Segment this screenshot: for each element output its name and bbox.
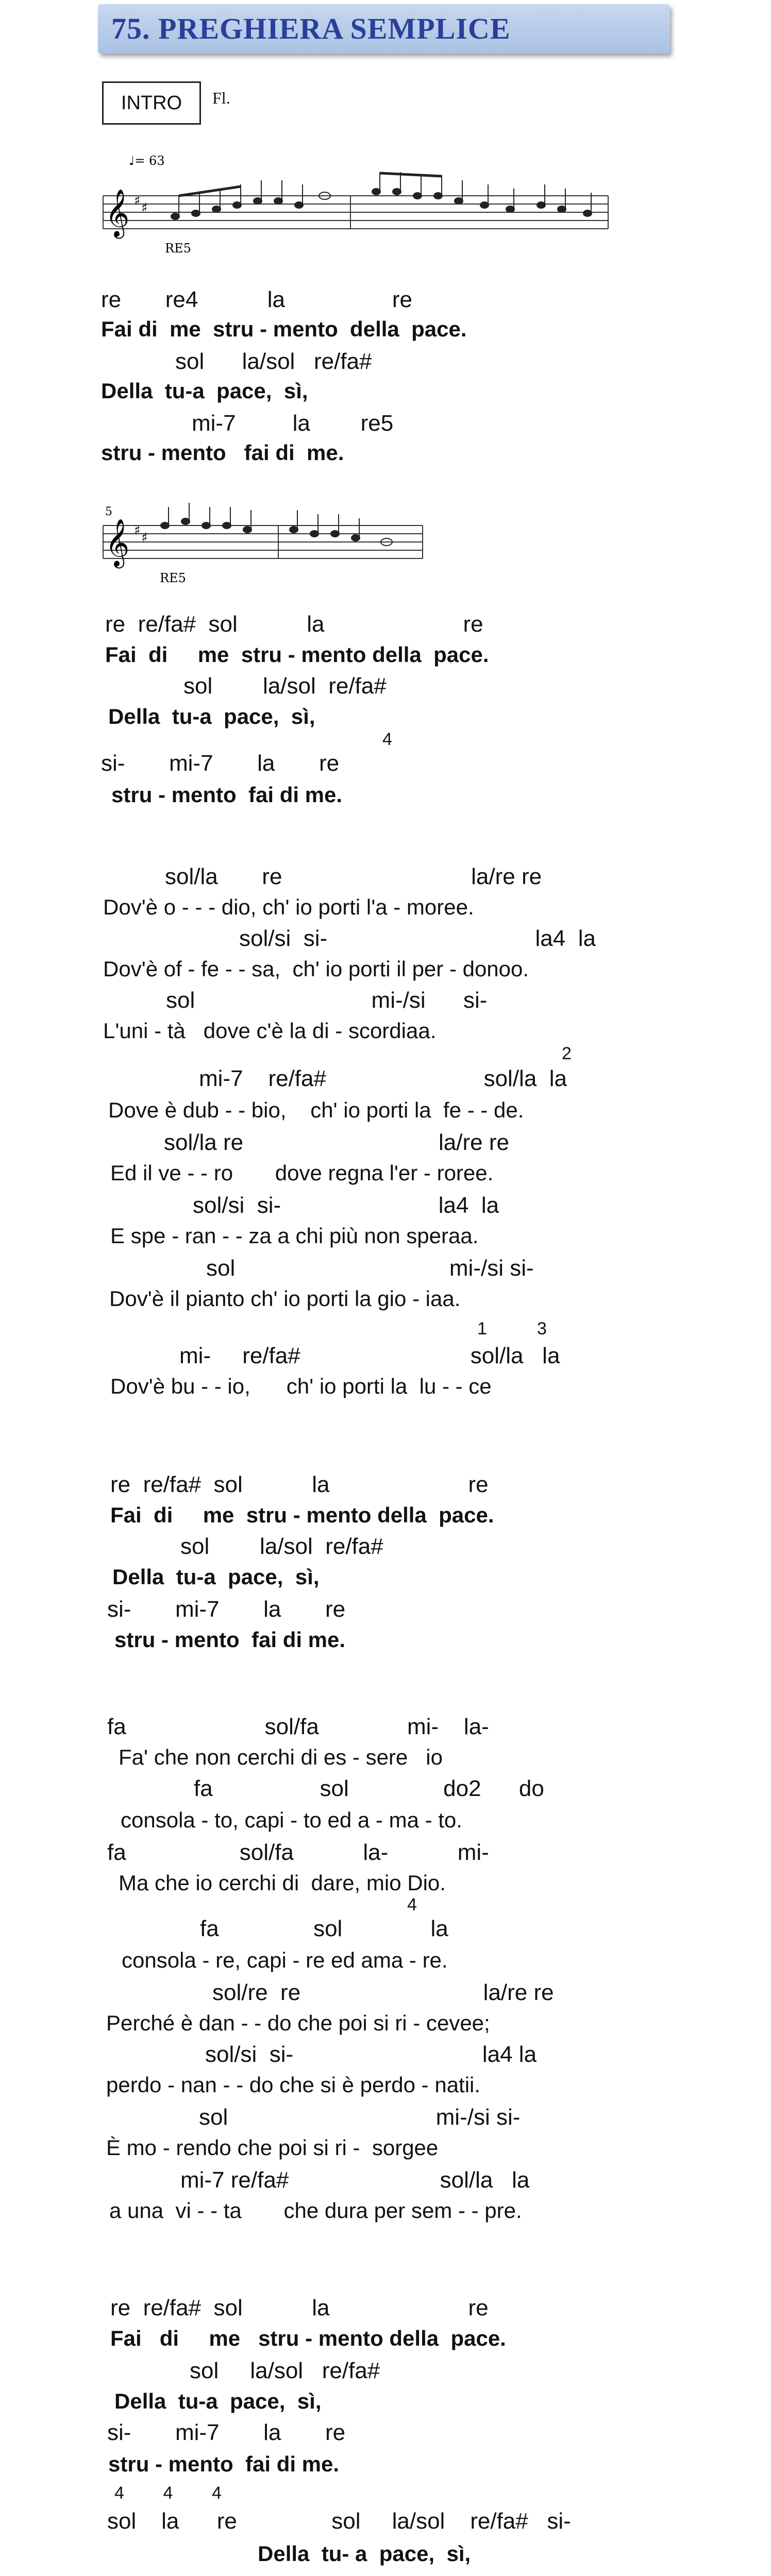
chord-line: re re/fa# sol la re (110, 1472, 489, 1497)
lyric-line: Della tu-a pace, sì, (112, 1565, 320, 1589)
lyric-line: Dov'è il pianto ch' io porti la gio - iaa. (109, 1286, 461, 1311)
lyric-line: È mo - rendo che poi si ri - sorgee (106, 2136, 439, 2160)
lyric-line: Fai di me stru - mento della pace. (101, 317, 467, 341)
fingering: 4 (382, 730, 392, 749)
chord-line: sol mi-/si si- (166, 988, 488, 1013)
chord-line: sol la/sol re/fa# (175, 349, 372, 374)
lyric-line: Della tu- a pace, sì, (258, 2541, 471, 2566)
treble-clef: 𝄞 (105, 518, 130, 566)
fingering: 2 (562, 1044, 572, 1063)
lyric-line: Fai di me stru - mento della pace. (110, 1503, 494, 1527)
chord-line: si- mi-7 la re (107, 2420, 346, 2445)
lyric-line: Della tu-a pace, sì, (108, 704, 315, 728)
sharp-2: ♯ (141, 530, 148, 546)
lyric-line: Fai di me stru - mento della pace. (105, 642, 489, 667)
chord-line: mi-7 la re5 (192, 411, 394, 436)
lyric-line: stru - mento fai di me. (101, 440, 344, 465)
chord-line: sol mi-/si si- (199, 2105, 521, 2130)
chord-line: re re/fa# sol la re (110, 2295, 489, 2320)
fingering: 4 4 4 (114, 2483, 222, 2503)
chord-line: re re/fa# sol la re (105, 612, 483, 637)
lyric-line: L'uni - tà dove c'è la di - scordiaa. (103, 1019, 437, 1043)
chord-label: RE5 (165, 241, 191, 256)
lyric-line: perdo - nan - - do che si è perdo - natii. (106, 2073, 481, 2097)
music-staff-intro (98, 144, 613, 268)
chord-line: sol/la re la/re re (165, 864, 542, 889)
chord-line: sol la/sol re/fa# (183, 673, 387, 699)
lyric-line: E spe - ran - - za a chi più non speraa. (110, 1224, 479, 1248)
lyric-line: stru - mento fai di me. (111, 783, 343, 807)
chord-line: fa sol do2 do (194, 1776, 544, 1801)
chord-line: sol/si si- la4 la (205, 2042, 537, 2067)
measure-number: 5 (105, 505, 112, 518)
lyric-line: Dov'è o - - - dio, ch' io porti l'a - moree. (103, 895, 474, 919)
chord-line: sol/la re la/re re (164, 1130, 509, 1155)
lyric-line: Ma che io cerchi di dare, mio Dio. (119, 1871, 446, 1895)
lyric-line: Della tu-a pace, sì, (101, 379, 308, 403)
treble-clef: 𝄞 (105, 189, 130, 236)
fingering: 3 (537, 1319, 547, 1338)
sharp-2: ♯ (141, 200, 148, 216)
music-staff-5 (98, 495, 428, 598)
lyric-line: Fa' che non cerchi di es - sere io (119, 1745, 443, 1769)
lyric-line: Dove è dub - - bio, ch' io porti la fe - - de. (108, 1098, 524, 1122)
chord-line: fa sol/fa mi- la- (107, 1714, 489, 1739)
lyric-line: consola - re, capi - re ed ama - re. (122, 1948, 448, 1972)
chord-line: fa sol/fa la- mi- (107, 1840, 489, 1865)
lyric-line: a una vi - - ta che dura per sem - - pre. (109, 2198, 522, 2223)
intro-label: INTRO (102, 81, 201, 125)
chord-label: RE5 (160, 571, 186, 585)
chord-line: mi-7 re/fa# sol/la la (199, 1066, 567, 1091)
chord-line: sol/re re la/re re (212, 1980, 554, 2005)
sharp-1: ♯ (134, 523, 141, 538)
chord-line: sol mi-/si si- (206, 1256, 534, 1281)
lyric-line: Della tu-a pace, sì, (114, 2389, 322, 2413)
lyric-line: stru - mento fai di me. (114, 1628, 346, 1652)
lyric-line: Perché è dan - - do che poi si ri - cevee; (106, 2011, 490, 2035)
lyric-line: stru - mento fai di me. (108, 2452, 340, 2476)
chord-line: mi-7 re/fa# sol/la la (180, 2167, 530, 2193)
page-title: 75. PREGHIERA SEMPLICE (111, 12, 511, 45)
lyric-line: consola - to, capi - to ed a - ma - to. (121, 1808, 462, 1832)
chord-line: si- mi-7 la re (101, 751, 340, 776)
chord-line: sol la/sol re/fa# (180, 1534, 383, 1559)
fingering: 1 (477, 1319, 487, 1338)
fingering: 4 (407, 1895, 417, 1914)
lyric-line: Dov'è of - fe - - sa, ch' io porti il per - donoo. (103, 957, 529, 981)
instrument-label: Fl. (212, 89, 230, 107)
tempo-mark: ♩= 63 (129, 154, 165, 168)
chord-line: sol/si si- la4 la (239, 926, 596, 951)
chord-line: sol la re sol la/sol re/fa# si- (107, 2509, 571, 2534)
title-banner (98, 4, 670, 54)
chord-line: fa sol la (200, 1916, 448, 1941)
lyric-line: Ed il ve - - ro dove regna l'er - roree. (110, 1161, 494, 1185)
lyric-line: Fai di me stru - mento della pace. (110, 2326, 506, 2350)
chord-line: re re4 la re (101, 287, 412, 312)
sharp-1: ♯ (134, 193, 141, 209)
lyric-line: Dov'è bu - - io, ch' io porti la lu - - ce (110, 1374, 492, 1398)
chord-line: sol la/sol re/fa# (190, 2358, 380, 2383)
chord-line: mi- re/fa# sol/la la (179, 1343, 560, 1368)
chord-line: sol/si si- la4 la (193, 1193, 499, 1218)
chord-line: si- mi-7 la re (107, 1597, 346, 1622)
